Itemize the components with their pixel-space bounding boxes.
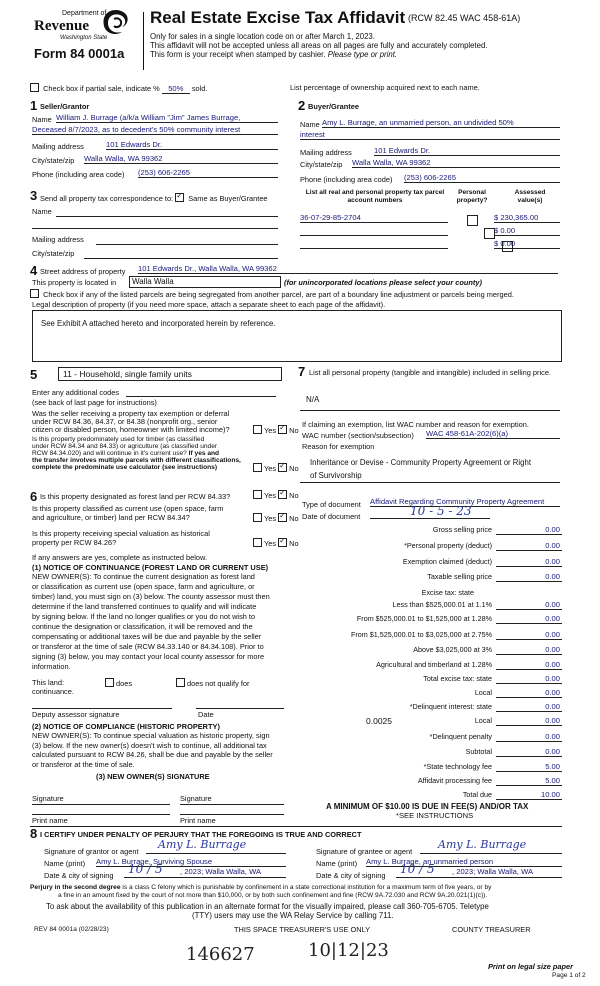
yes-label: Yes xyxy=(264,539,277,548)
legal-description-box[interactable] xyxy=(32,310,562,362)
grantee-date-text: , 2023; Walla Walla, WA xyxy=(452,867,534,876)
reason-line2[interactable]: of Survivorship xyxy=(310,471,362,480)
wac-number[interactable]: WAC 458-61A-202(6)(a) xyxy=(426,429,560,439)
grantor-sig-label: Signature of grantor or agent xyxy=(44,847,139,856)
personal-property-label: List all personal property (tangible and intangible) included in selling price. xyxy=(309,368,551,377)
grantee-name-label: Name (print) xyxy=(316,859,358,868)
q-exemption-no[interactable] xyxy=(278,425,287,434)
calc-label: Total due xyxy=(462,790,492,799)
perjury-line1 xyxy=(30,884,491,892)
calc-row xyxy=(300,541,562,551)
q-historic-no[interactable] xyxy=(278,538,287,547)
q-timber-2: under RCW 84.34 and 84.33) or agriculture (as classified under xyxy=(32,443,218,450)
q-timber-1: Is this property predominately used for timber (as classified xyxy=(32,436,205,443)
answers-note: If any answers are yes, complete as instructed below. xyxy=(32,553,207,562)
personal-col-header: Personal property? xyxy=(456,189,488,204)
doc-type-label: Type of document xyxy=(302,500,361,509)
calc-value-field[interactable] xyxy=(496,630,562,640)
calc-label: *State technology fee xyxy=(423,762,492,771)
section-3-number: 3 xyxy=(30,188,38,203)
yes-label: Yes xyxy=(264,491,277,500)
header-line3-text: This form is your receipt when stamped by cashier. xyxy=(150,50,326,59)
continuance-label: continuance. xyxy=(32,687,74,696)
notice-continuance-line: or transferor at the time of sale (RCW 84.33.140 or 84.34.108). Prior to xyxy=(32,642,264,651)
corr-city-label: City/state/zip xyxy=(32,249,75,258)
calc-label: Local xyxy=(474,716,492,725)
calc-row xyxy=(300,525,562,535)
calc-row xyxy=(300,557,562,567)
calc-value-field[interactable] xyxy=(496,790,562,800)
calc-value: 0.00 xyxy=(545,541,560,550)
handwritten-receipt-date: 10|12|23 xyxy=(308,940,389,961)
calc-value-field[interactable] xyxy=(496,716,562,726)
buyer-heading: Buyer/Grantee xyxy=(308,102,359,111)
calc-value: 0.00 xyxy=(545,572,560,581)
minimum-due: A MINIMUM OF $10.00 IS DUE IN FEE(S) AND/OR TAX xyxy=(326,802,529,811)
local-rate: 0.0025 xyxy=(366,716,392,726)
same-as-buyer-label: Same as Buyer/Grantee xyxy=(188,194,268,203)
calc-value: 0.00 xyxy=(545,702,560,711)
calc-label: From $1,525,000.01 to $3,025,000 at 2.75% xyxy=(350,630,492,639)
grantee-date-label: Date & city of signing xyxy=(316,871,386,880)
q-current-use-answer xyxy=(253,513,299,523)
q-timber-3a: RCW 84.34.020) and will continue in it's current use? xyxy=(32,450,187,457)
section-5-number: 5 xyxy=(30,367,38,382)
header-line3-italic: Please type or print. xyxy=(327,50,398,59)
located-note: (for unincorporated locations please select your county) xyxy=(284,278,482,287)
calc-value-field[interactable] xyxy=(496,702,562,712)
corr-address-label: Mailing address xyxy=(32,235,84,244)
does-not-qualify-checkbox[interactable] xyxy=(176,678,185,687)
calc-label: Exemption claimed (deduct) xyxy=(402,557,492,566)
calc-label: From $525,000.01 to $1,525,000 at 1.28% xyxy=(356,614,492,623)
buyer-city[interactable]: Walla Walla, WA 99362 xyxy=(352,158,560,168)
notice-continuance-line: information. xyxy=(32,662,71,671)
grantor-signature-text: Amy L. Burrage xyxy=(158,838,247,851)
reason-line1[interactable]: Inheritance or Devise - Community Property Agreement or Right xyxy=(310,458,532,467)
no-label: No xyxy=(289,491,299,500)
q-historic-answer xyxy=(253,538,299,548)
q-historic-1: Is this property receiving special valuation as historical xyxy=(32,529,210,538)
calc-value: 0.00 xyxy=(545,660,560,669)
notice-continuance-line: determine if the land transferred continues to qualify and will indicate xyxy=(32,602,257,611)
dept-line1: Department of xyxy=(62,10,107,17)
additional-codes-label: Enter any additional codes xyxy=(32,388,120,397)
personal-property-checkbox-1[interactable] xyxy=(467,215,478,226)
notice-compliance-line: or transferor at the time of sale. xyxy=(32,759,135,769)
does-not-row xyxy=(176,678,249,688)
grantor-date-handwritten: 10 / 5 xyxy=(128,862,163,876)
q-current-use-1: Is this property classified as current use (open space, farm xyxy=(32,504,224,513)
section-7-number: 7 xyxy=(298,364,306,379)
print-legal-note: Print on legal size paper xyxy=(488,962,574,971)
calc-row xyxy=(300,572,562,582)
calc-value: 0.00 xyxy=(545,732,560,741)
calc-label: Less than $525,000.01 at 1.1% xyxy=(392,600,492,609)
segregated-checkbox[interactable] xyxy=(30,289,39,298)
calc-row xyxy=(300,630,562,640)
calc-label: Affidavit processing fee xyxy=(417,776,492,785)
print-name-label-2: Print name xyxy=(180,816,216,825)
revenue-swirl-icon xyxy=(100,8,132,38)
perjury-bold: Perjury in the second degree xyxy=(30,884,121,891)
calc-value-field[interactable] xyxy=(496,572,562,582)
calc-label: Above $3,025,000 at 3% xyxy=(413,645,492,654)
calc-value: 10.00 xyxy=(540,790,560,799)
q-exemption-3: citizen or disabled person, homeowner with limited income)? xyxy=(32,425,230,434)
calc-value-field[interactable] xyxy=(496,660,562,670)
street-label: Street address of property xyxy=(40,267,126,276)
calc-row xyxy=(300,614,562,624)
calc-value: 5.00 xyxy=(545,762,560,771)
calc-label: Taxable selling price xyxy=(427,572,492,581)
q-exemption-1: Was the seller receiving a property tax exemption or deferral xyxy=(32,409,230,418)
calc-label: *Personal property (deduct) xyxy=(404,541,492,550)
calc-label: *Delinquent interest: state xyxy=(409,702,492,711)
calc-value: 0.00 xyxy=(545,557,560,566)
calc-value-field[interactable] xyxy=(496,674,562,684)
grantor-date-text: , 2023; Walla Walla, WA xyxy=(180,867,262,876)
calc-row xyxy=(300,645,562,655)
calc-value-field[interactable] xyxy=(496,645,562,655)
ownership-note: List percentage of ownership acquired next to each name. xyxy=(290,83,480,92)
seller-name-line1[interactable]: William J. Burrage (a/k/a William "Jim" James Burrage, xyxy=(56,113,278,123)
dept-line2: Revenue xyxy=(34,18,89,34)
calc-row xyxy=(300,600,562,610)
calc-value-field[interactable] xyxy=(496,614,562,624)
q-current-use-no[interactable] xyxy=(278,513,287,522)
section-6-number: 6 xyxy=(30,489,38,504)
header-line2: This affidavit will not be accepted unless all areas on all pages are fully and accurately completed. xyxy=(150,41,488,50)
q-current-use-2: and agriculture, or timber) land per RCW 84.34? xyxy=(32,513,190,522)
notice-continuance-line: by signing below. If the land no longer qualifies or you do not wish to xyxy=(32,612,256,621)
exemption-label: If claiming an exemption, list WAC number and reason for exemption. xyxy=(302,420,529,429)
doc-type[interactable]: Affidavit Regarding Community Property Agreement xyxy=(370,497,560,507)
parcel-number-3[interactable] xyxy=(300,239,448,249)
q-forest-yes[interactable] xyxy=(253,490,262,499)
page-number: Page 1 of 2 xyxy=(552,972,586,979)
grantee-signature-text: Amy L. Burrage xyxy=(438,838,527,851)
no-label: No xyxy=(289,514,299,523)
calc-label: Local xyxy=(474,688,492,697)
no-label: No xyxy=(289,464,299,473)
buyer-name-line2[interactable]: interest xyxy=(300,130,560,140)
q-exemption-2: under RCW 84.36, 84.37, or 84.38 (nonprofit org., senior xyxy=(32,417,218,426)
seller-name-line2[interactable]: Deceased 8/7/2023, as to decedent's 50% community interest xyxy=(32,125,278,135)
print-name-label-1: Print name xyxy=(32,816,68,825)
seller-phone[interactable]: (253) 606-2265 xyxy=(138,168,278,178)
certify-heading: I CERTIFY UNDER PENALTY OF PERJURY THAT THE FOREGOING IS TRUE AND CORRECT xyxy=(40,830,362,839)
no-label: No xyxy=(289,539,299,548)
notice-compliance-line: NEW OWNER(S): To continue special valuation as historic property, sign xyxy=(32,731,270,740)
legal-label: Legal description of property (if you need more space, attach a separate sheet to each page of the affidavit). xyxy=(32,300,386,309)
legal-description-text: See Exhibit A attached hereto and incorporated herein by reference. xyxy=(41,319,276,328)
corr-name-label: Name xyxy=(32,207,52,216)
grantor-date[interactable] xyxy=(124,864,286,878)
calc-value: 0.00 xyxy=(545,747,560,756)
yes-label: Yes xyxy=(264,464,277,473)
personal-property-value[interactable]: N/A xyxy=(306,395,320,404)
calc-value-field[interactable] xyxy=(496,732,562,742)
section-2-number: 2 xyxy=(298,98,306,113)
seller-name-label: Name xyxy=(32,115,52,124)
no-label: No xyxy=(289,426,299,435)
does-qualify-checkbox[interactable] xyxy=(105,678,114,687)
doc-date[interactable] xyxy=(370,506,490,519)
q-timber-4: the transfer involves multiple parcels with different classifications, xyxy=(32,457,241,464)
calc-label: Gross selling price xyxy=(432,525,492,534)
county-treasurer: COUNTY TREASURER xyxy=(452,925,531,934)
assessed-col-header: Assessed value(s) xyxy=(514,189,546,204)
calc-value: 0.00 xyxy=(545,716,560,725)
q-historic-2: property per RCW 84.26? xyxy=(32,538,117,547)
seller-phone-label: Phone (including area code) xyxy=(32,170,125,179)
buyer-address-label: Mailing address xyxy=(300,148,352,157)
doc-date-handwritten: 10 - 5 - 23 xyxy=(410,504,472,518)
calc-value: 0.00 xyxy=(545,600,560,609)
parcel-number-2[interactable] xyxy=(300,226,448,236)
partial-sold-label: sold. xyxy=(191,84,208,93)
notice-continuance-line: NEW OWNER(S): To continue the current designation as forest land xyxy=(32,572,255,581)
calc-row xyxy=(300,776,562,786)
notice-continuance-line: signing (3) below, you may contact your local county assessor for more xyxy=(32,652,265,661)
notice-continuance-line: or classification as current use (open space, farm and agriculture, or xyxy=(32,582,255,591)
calc-value: 0.00 xyxy=(545,630,560,639)
handwritten-receipt-number: 146627 xyxy=(186,944,255,965)
q-timber-5: complete the predominate use calculator (see instructions) xyxy=(32,464,218,471)
calc-row xyxy=(300,688,562,698)
calc-label: Subtotal xyxy=(465,747,492,756)
calc-row xyxy=(300,660,562,670)
assessor-date-label: Date xyxy=(198,710,214,719)
partial-percent[interactable]: 50% xyxy=(162,84,190,94)
buyer-address[interactable]: 101 Edwards Dr. xyxy=(374,146,560,156)
buyer-name-line1[interactable]: Amy L. Burrage, an unmarried person, an undivided 50% xyxy=(322,118,560,128)
grantee-sig-label: Signature of grantee or agent xyxy=(316,847,413,856)
grantor-name[interactable]: Amy L. Burrage, Surviving Spouse xyxy=(96,857,286,867)
located-label: This property is located in xyxy=(32,278,117,287)
grantor-signature[interactable] xyxy=(146,840,286,854)
q-forest: Is this property designated as forest land per RCW 84.33? xyxy=(40,492,231,501)
seller-heading: Seller/Grantor xyxy=(40,102,90,111)
q-forest-no[interactable] xyxy=(278,490,287,499)
assessor-signature-label: Deputy assessor signature xyxy=(32,710,120,719)
correspondence-row xyxy=(40,193,268,203)
calc-row xyxy=(300,588,562,598)
partial-sale-row xyxy=(30,83,207,94)
calc-value-field[interactable] xyxy=(496,776,562,786)
calc-value-field[interactable] xyxy=(496,600,562,610)
calc-value: 5.00 xyxy=(545,776,560,785)
grantee-date[interactable] xyxy=(396,864,562,878)
additional-codes-note: (see back of last page for instructions) xyxy=(32,398,157,407)
form-number: Form 84 0001a xyxy=(34,46,125,61)
correspondence-label: Send all property tax correspondence to: xyxy=(40,194,174,203)
segregated-row xyxy=(30,289,514,299)
section-1-number: 1 xyxy=(30,98,38,113)
calc-row xyxy=(300,732,562,742)
notice-compliance-line: calculated pursuant to RCW 84.26, shall be due and payable by the seller xyxy=(32,750,273,759)
seller-address[interactable]: 101 Edwards Dr. xyxy=(106,140,278,150)
calc-row xyxy=(300,747,562,757)
calc-label: Excise tax: state xyxy=(421,588,474,597)
yes-label: Yes xyxy=(264,514,277,523)
does-label: does xyxy=(116,679,133,688)
signature-label-1: Signature xyxy=(32,794,64,803)
dept-line3: Washington State xyxy=(60,35,108,41)
q-forest-answer xyxy=(253,490,299,500)
q-current-use-yes[interactable] xyxy=(253,513,262,522)
calc-value-field[interactable] xyxy=(496,747,562,757)
reason-label: Reason for exemption xyxy=(302,442,375,451)
parcel-number-1[interactable]: 36-07-29-85-2704 xyxy=(300,213,448,223)
assessed-value-2[interactable]: $ 0.00 xyxy=(494,226,560,236)
treasurer-use: THIS SPACE TREASURER'S USE ONLY xyxy=(234,925,371,934)
calc-value-field[interactable] xyxy=(496,541,562,551)
form-title: Real Estate Excise Tax Affidavit xyxy=(150,8,406,27)
q-exemption-yes[interactable] xyxy=(253,425,262,434)
calc-row xyxy=(300,674,562,684)
calc-label: Total excise tax: state xyxy=(423,674,492,683)
calc-row xyxy=(300,790,562,800)
doc-date-label: Date of document xyxy=(302,512,361,521)
assessed-value-3[interactable]: $ 0.00 xyxy=(494,239,560,249)
dor-logo xyxy=(30,8,140,70)
q-timber-no[interactable] xyxy=(278,463,287,472)
yes-label: Yes xyxy=(264,426,277,435)
header-line3 xyxy=(150,50,397,59)
wac-label: WAC number (section/subsection) xyxy=(302,431,414,440)
calc-value: 0.00 xyxy=(545,525,560,534)
header-line1: Only for sales in a single location code on or after March 1, 2023. xyxy=(150,32,375,41)
buyer-phone-label: Phone (including area code) xyxy=(300,175,393,184)
assessed-value-1[interactable]: $ 230,365.00 xyxy=(494,213,560,223)
q-timber-3b: If yes and xyxy=(188,450,220,457)
seller-city[interactable]: Walla Walla, WA 99362 xyxy=(84,154,278,164)
calc-label: Agricultural and timberland at 1.28% xyxy=(376,660,492,669)
q-timber-answer xyxy=(253,463,299,473)
this-land-label: This land: xyxy=(32,678,65,687)
section-4-number: 4 xyxy=(30,263,38,278)
calc-value-field[interactable] xyxy=(496,557,562,567)
calc-row xyxy=(300,716,562,726)
does-not-label: does not qualify for xyxy=(187,679,250,688)
notice-continuance-line: timber) land, you must sign on (3) below. The county assessor must then xyxy=(32,592,270,601)
street-address[interactable]: 101 Edwards Dr., Walla Walla, WA 99362 xyxy=(138,264,558,274)
ask-line2: (TTY) users may use the WA Relay Service by calling 711. xyxy=(192,911,394,920)
same-as-buyer-checkbox[interactable] xyxy=(175,193,184,202)
partial-sale-label: Check box if partial sale, indicate % xyxy=(43,84,160,93)
new-owner-signature-title: (3) NEW OWNER(S) SIGNATURE xyxy=(96,772,210,781)
notice-continuance-line: continue the designation or classification, it will be removed and the xyxy=(32,622,253,631)
calc-row xyxy=(300,702,562,712)
does-row xyxy=(105,678,132,688)
segregated-label: Check box if any of the listed parcels are being segregated from another parcel, are part of a boundary line adjustment or parcels being merged. xyxy=(43,290,514,299)
calc-value: 0.00 xyxy=(545,645,560,654)
buyer-city-label: City/state/zip xyxy=(300,160,343,169)
rev-number: REV 84 0001a (02/28/23) xyxy=(34,926,109,933)
buyer-phone[interactable]: (253) 606-2265 xyxy=(404,173,560,183)
use-code-select[interactable]: 11 - Household, single family units xyxy=(58,367,282,381)
perjury-text1: is a class C felony which is punishable by confinement in a state correctional institution for a maximum term of five years, or by xyxy=(122,884,492,891)
signature-label-2: Signature xyxy=(180,794,212,803)
notice-continuance-title: (1) NOTICE OF CONTINUANCE (FOREST LAND OR CURRENT USE) xyxy=(32,563,269,572)
ask-line1: To ask about the availability of this publication in an alternate format for the visually impaired, please call 360-705-6705. Teletype xyxy=(46,902,489,911)
notice-compliance-line: (3) below. If the new owner(s) doesn't wish to continue, all additional tax xyxy=(32,740,267,750)
calc-value-field[interactable] xyxy=(496,762,562,772)
grantee-name[interactable]: Amy L. Burrage, an unmarried person xyxy=(366,857,562,867)
seller-city-label: City/state/zip xyxy=(32,156,75,165)
q-exemption-answer xyxy=(253,425,299,435)
calc-value-field[interactable] xyxy=(496,525,562,535)
located-select[interactable]: Walla Walla xyxy=(129,276,281,288)
form-title-ref: (RCW 82.45 WAC 458-61A) xyxy=(408,13,521,23)
grantee-date-handwritten: 10 / 5 xyxy=(400,862,435,876)
perjury-line2: a fine in an amount fixed by the court of not more than $10,000, or by both such confinement and fine (RCW 9A.72.030 and RCW 9A.20.021(1)(c)). xyxy=(58,892,488,899)
parcel-col-header: List all real and personal property tax parcel account numbers xyxy=(305,189,445,204)
partial-sale-checkbox[interactable] xyxy=(30,83,39,92)
calc-value: 0.00 xyxy=(545,614,560,623)
grantor-name-label: Name (print) xyxy=(44,859,86,868)
see-instructions: *SEE INSTRUCTIONS xyxy=(396,811,474,820)
calc-value: 0.00 xyxy=(545,674,560,683)
calc-row xyxy=(300,762,562,772)
calc-value-field[interactable] xyxy=(496,688,562,698)
calc-value: 0.00 xyxy=(545,688,560,697)
calc-label: *Delinquent penalty xyxy=(429,732,492,741)
seller-address-label: Mailing address xyxy=(32,142,84,151)
grantee-signature[interactable] xyxy=(420,840,562,854)
grantor-date-label: Date & city of signing xyxy=(44,871,114,880)
buyer-name-label: Name xyxy=(300,120,320,129)
notice-continuance-line: compensating or additional taxes will be due and payable by the seller xyxy=(32,632,262,641)
notice-compliance-title: (2) NOTICE OF COMPLIANCE (HISTORIC PROPERTY) xyxy=(32,722,220,731)
q-timber-yes[interactable] xyxy=(253,463,262,472)
q-historic-yes[interactable] xyxy=(253,538,262,547)
section-8-number: 8 xyxy=(30,826,38,841)
